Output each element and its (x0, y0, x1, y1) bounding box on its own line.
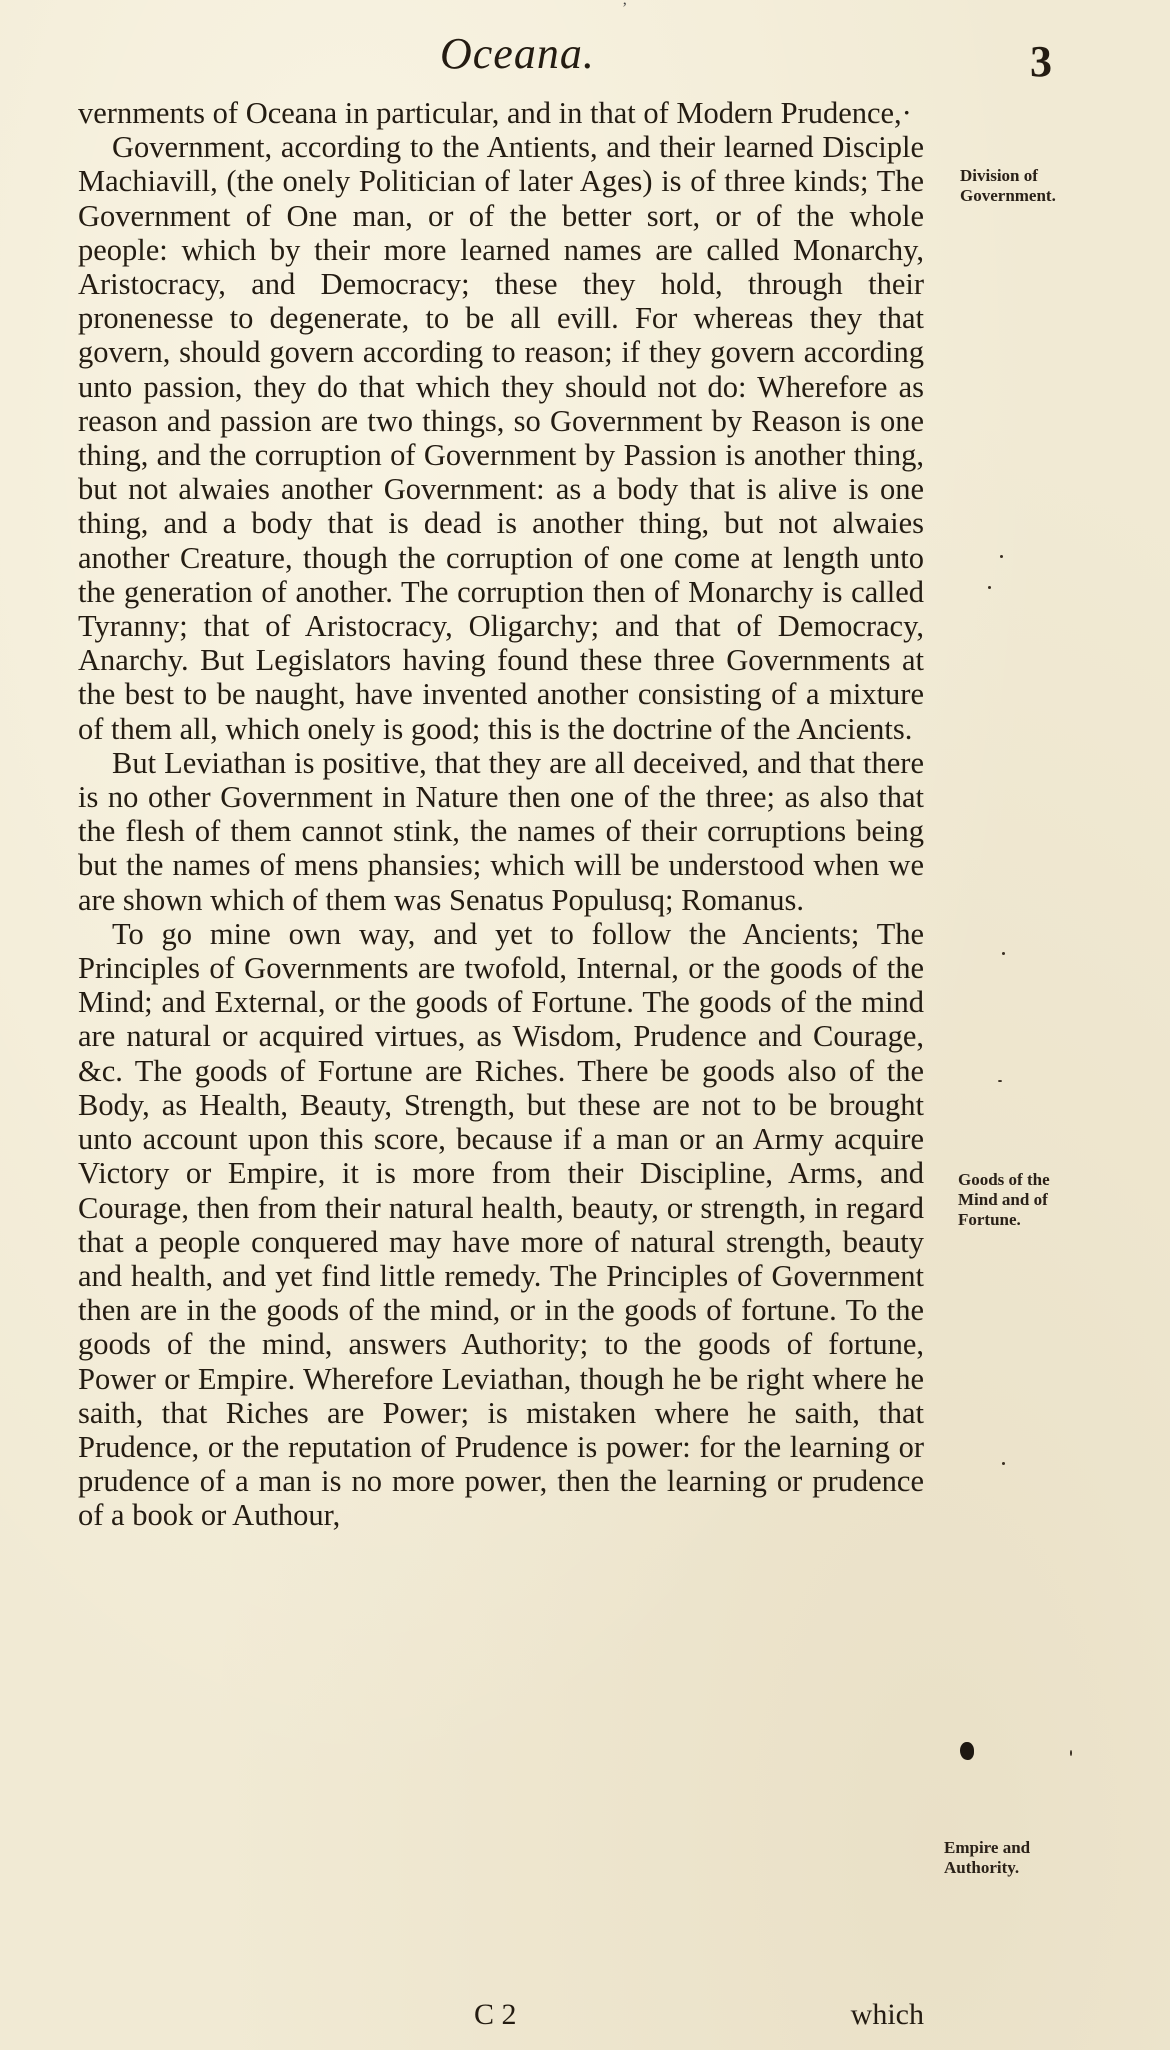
paragraph-continuation: vernments of Oceana in particular, and in that of Modern Prudence,· (78, 96, 912, 130)
page-number: 3 (1030, 37, 1052, 86)
margin-note-line: Mind and of (958, 1190, 1048, 1209)
signature-mark: C 2 (474, 1998, 517, 2031)
margin-note-line: Goods of the (958, 1170, 1050, 1189)
ink-speck (988, 586, 991, 589)
catchword: which (850, 1998, 924, 2031)
ink-blot (960, 1742, 974, 1760)
margin-note-line: Fortune. (958, 1210, 1021, 1229)
ink-speck (1070, 1750, 1072, 1756)
paragraph-division-of-government: Government, according to the Antients, and their learned Disciple Machiavill, (the onely Politician of later Ages) is of three kinds; The Government of One man, or of the better sort, or of the whole people: which by their more learned names are called Monarchy, Aristocracy, and Democracy; these they hold, through their pronenesse to degenerate, to be all evill. For whereas they that govern, should govern according to reason; if they govern according unto passion, they do that which they should not do: Wherefore as reason and passion are two things, so Government by Reason is one thing, and the corruption of Government by Passion is another thing, but not alwaies another Government: as a body that is alive is one thing, and a body that is dead is another thing, but not alwaies another Creature, though the corruption of one come at length unto the generation of another. The corruption then of Monarchy is called Tyranny; that of Aristocracy, Oligarchy; and that of Democracy, Anarchy. But Legislators having found these three Governments at the best to be naught, have invented another consisting of a mixture of them all, which onely is good; this is the doctrine of the Ancients. (78, 130, 924, 746)
ink-speck (1002, 952, 1005, 955)
ink-speck (1000, 555, 1003, 558)
margin-note-line: Division of (960, 166, 1038, 185)
body-text (78, 96, 924, 1533)
paragraph-principles: To go mine own way, and yet to follow the Ancients; The Principles of Governments are twofold, Internal, or the goods of the Mind; and External, or the goods of Fortune. The goods of the mind are natural or acquired virtues, as Wisdom, Prudence and Courage, &c. The goods of Fortune are Riches. There be goods also of the Body, as Health, Beauty, Strength, but these are not to be brought unto account upon this score, because if a man or an Army acquire Victory or Empire, it is more from their Discipline, Arms, and Courage, then from their natural health, beauty, or strength, in regard that a people conquered may have more of natural strength, beauty and health, and yet find little remedy. The Principles of Government then are in the goods of the mind, or in the goods of fortune. To the goods of the mind, answers Authority; to the goods of fortune, Power or Empire. Wherefore Leviathan, though he be right where he saith, that Riches are Power; is mistaken where he saith, that Prudence, or the reputation of Prudence is power: for the learning or prudence of a man is no more power, then the learning or prudence of a book or Authour, (78, 916, 924, 1533)
ink-speck (998, 1080, 1002, 1082)
margin-note-division (960, 166, 1056, 206)
paragraph-leviathan: But Leviathan is positive, that they are all deceived, and that there is no other Government in Nature then one of the three; as also that the flesh of them cannot stink, the names of their corruptions being but the names of mens phansies; which will be understood when we are shown which of them was Senatus Populusq; Romanus. (78, 745, 924, 917)
margin-note-empire (944, 1838, 1030, 1878)
footer-line (78, 1998, 924, 2034)
ink-speck (1002, 1462, 1005, 1465)
running-head: Oceana. (440, 29, 595, 78)
margin-note-goods (958, 1170, 1050, 1230)
margin-note-line: Government. (960, 186, 1056, 205)
margin-note-line: Empire and (944, 1838, 1031, 1857)
margin-note-line: Authority. (944, 1858, 1020, 1877)
tick-mark: ’ (622, 0, 628, 17)
